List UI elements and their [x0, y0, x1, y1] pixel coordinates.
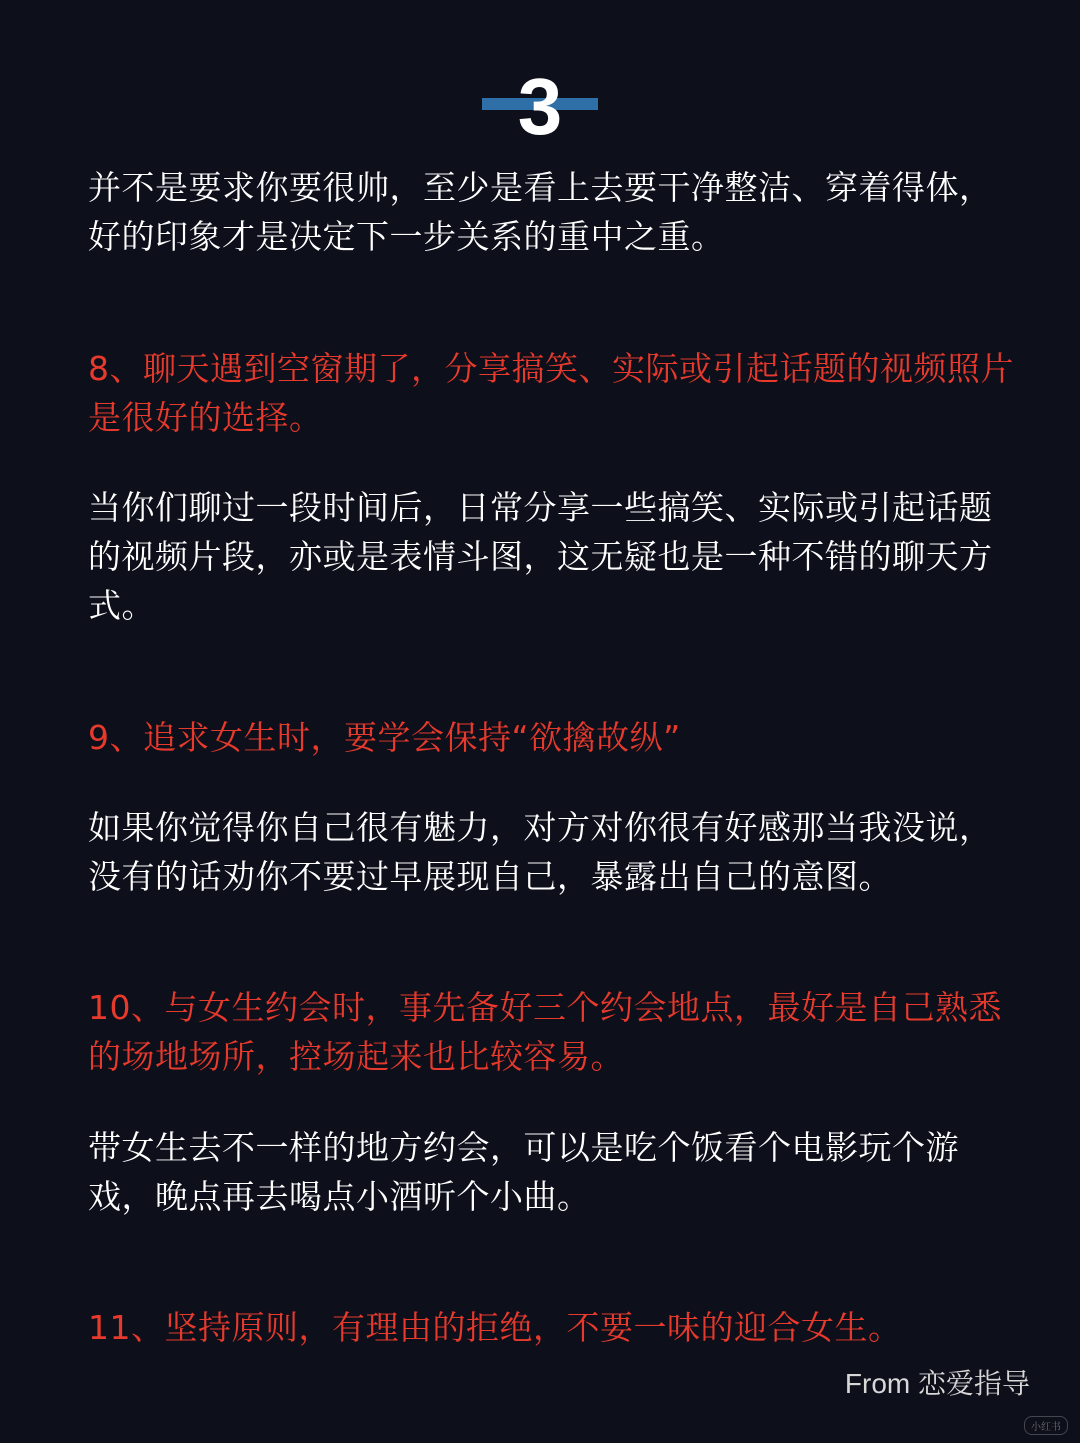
- tip-heading-10: 10、与女生约会时，事先备好三个约会地点，最好是自己熟悉的场地场所，控场起来也比较容易。: [88, 988, 1002, 1076]
- source-credit: From 恋爱指导: [844, 1368, 1030, 1399]
- body-paragraph-9: 如果你觉得你自己很有魅力，对方对你很有好感那当我没说，没有的话劝你不要过早展现自己，暴露出自己的意图。: [88, 808, 993, 896]
- body-paragraph-1: 并不是要求你要很帅，至少是看上去要干净整洁、穿着得体，好的印象才是决定下一步关系的重中之重。: [88, 168, 993, 256]
- body-paragraph-8: 当你们聊过一段时间后，日常分享一些搞笑、实际或引起话题的视频片段，亦或是表情斗图，这无疑也是一种不错的聊天方式。: [88, 488, 993, 625]
- tip-heading-9: 9、追求女生时，要学会保持“欲擒故纵”: [88, 718, 681, 757]
- body-paragraph-10: 带女生去不一样的地方约会，可以是吃个饭看个电影玩个游戏，晚点再去喝点小酒听个小曲。: [88, 1128, 959, 1216]
- page-number-badge: [482, 62, 598, 151]
- page-number: 3: [517, 62, 563, 151]
- tip-heading-11: 11、坚持原则，有理由的拒绝，不要一味的迎合女生。: [88, 1308, 902, 1347]
- watermark-logo: 小红书: [1024, 1416, 1068, 1435]
- tip-heading-8: 8、聊天遇到空窗期了，分享搞笑、实际或引起话题的视频照片是很好的选择。: [88, 349, 1014, 437]
